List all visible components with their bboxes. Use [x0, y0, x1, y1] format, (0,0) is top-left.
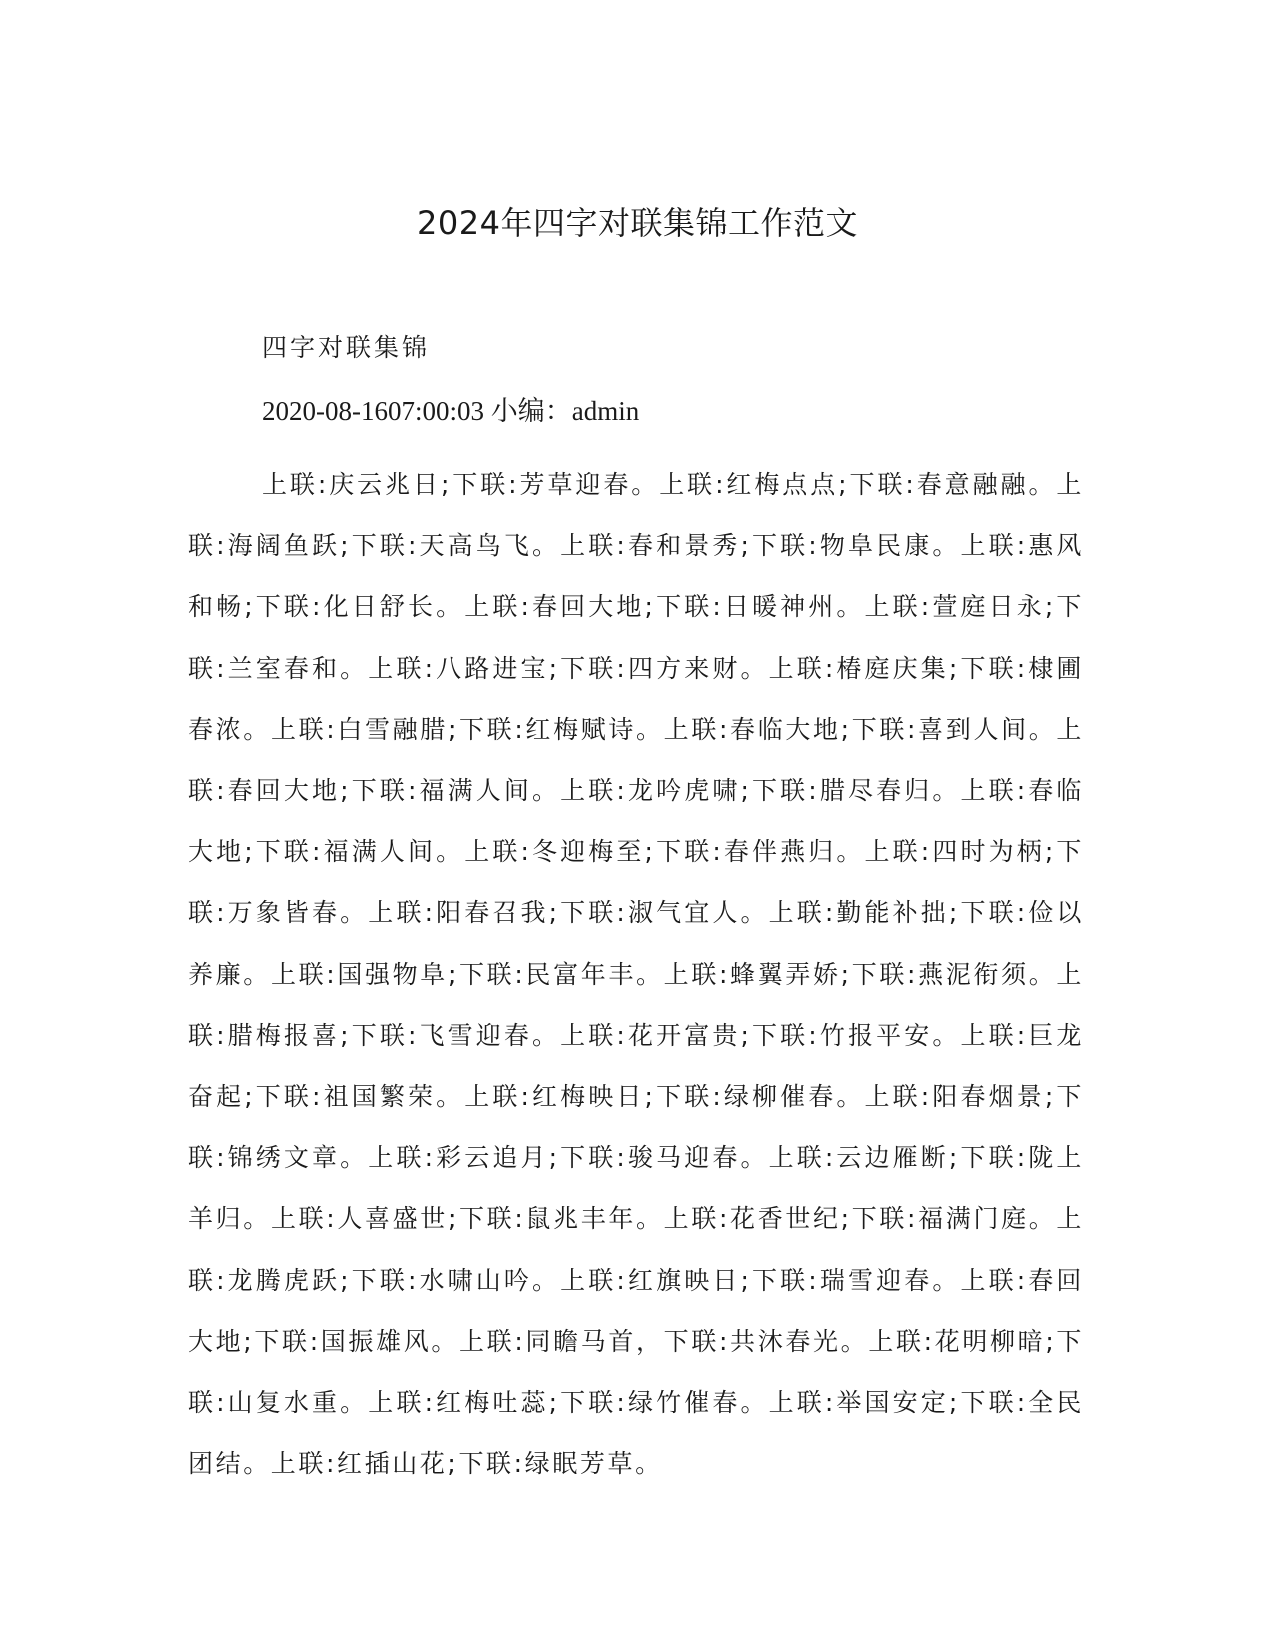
page-title: 2024年四字对联集锦工作范文: [417, 204, 858, 242]
section-heading: 四字对联集锦: [262, 333, 431, 362]
body-paragraph: 上联:庆云兆日;下联:芳草迎春。上联:红梅点点;下联:春意融融。上联:海阔鱼跃;下联:天高鸟飞。上联:春和景秀;下联:物阜民康。上联:惠风和畅;下联:化日舒长。上联:春回大地;下联:日暖神州。上联:萱庭日永;下联:兰室春和。上联:八路进宝;下联:四方来财。上联:椿庭庆集;下联:棣圃春浓。上联:白雪融腊;下联:红梅赋诗。上联:春临大地;下联:喜到人间。上联:春回大地;下联:福满人间。上联:龙吟虎啸;下联:腊尽春归。上联:春临大地;下联:福满人间。上联:冬迎梅至;下联:春伴燕归。上联:四时为柄;下联:万象皆春。上联:阳春召我;下联:淑气宜人。上联:勤能补拙;下联:俭以养廉。上联:国强物阜;下联:民富年丰。上联:蜂翼弄娇;下联:燕泥衔须。上联:腊梅报喜;下联:飞雪迎春。上联:花开富贵;下联:竹报平安。上联:巨龙奋起;下联:祖国繁荣。上联:红梅映日;下联:绿柳催春。上联:阳春烟景;下联:锦绣文章。上联:彩云追月;下联:骏马迎春。上联:云边雁断;下联:陇上羊归。上联:人喜盛世;下联:鼠兆丰年。上联:花香世纪;下联:福满门庭。上联:龙腾虎跃;下联:水啸山吟。上联:红旗映日;下联:瑞雪迎春。上联:春回大地;下联:国振雄风。上联:同瞻马首，下联:共沐春光。上联:花明柳暗;下联:山复水重。上联:红梅吐蕊;下联:绿竹催春。上联:举国安定;下联:全民团结。上联:红插山花;下联:绿眠芳草。: [188, 470, 1084, 1479]
publish-meta-line: 2020-08-1607:00:03 小编：admin: [262, 396, 640, 426]
